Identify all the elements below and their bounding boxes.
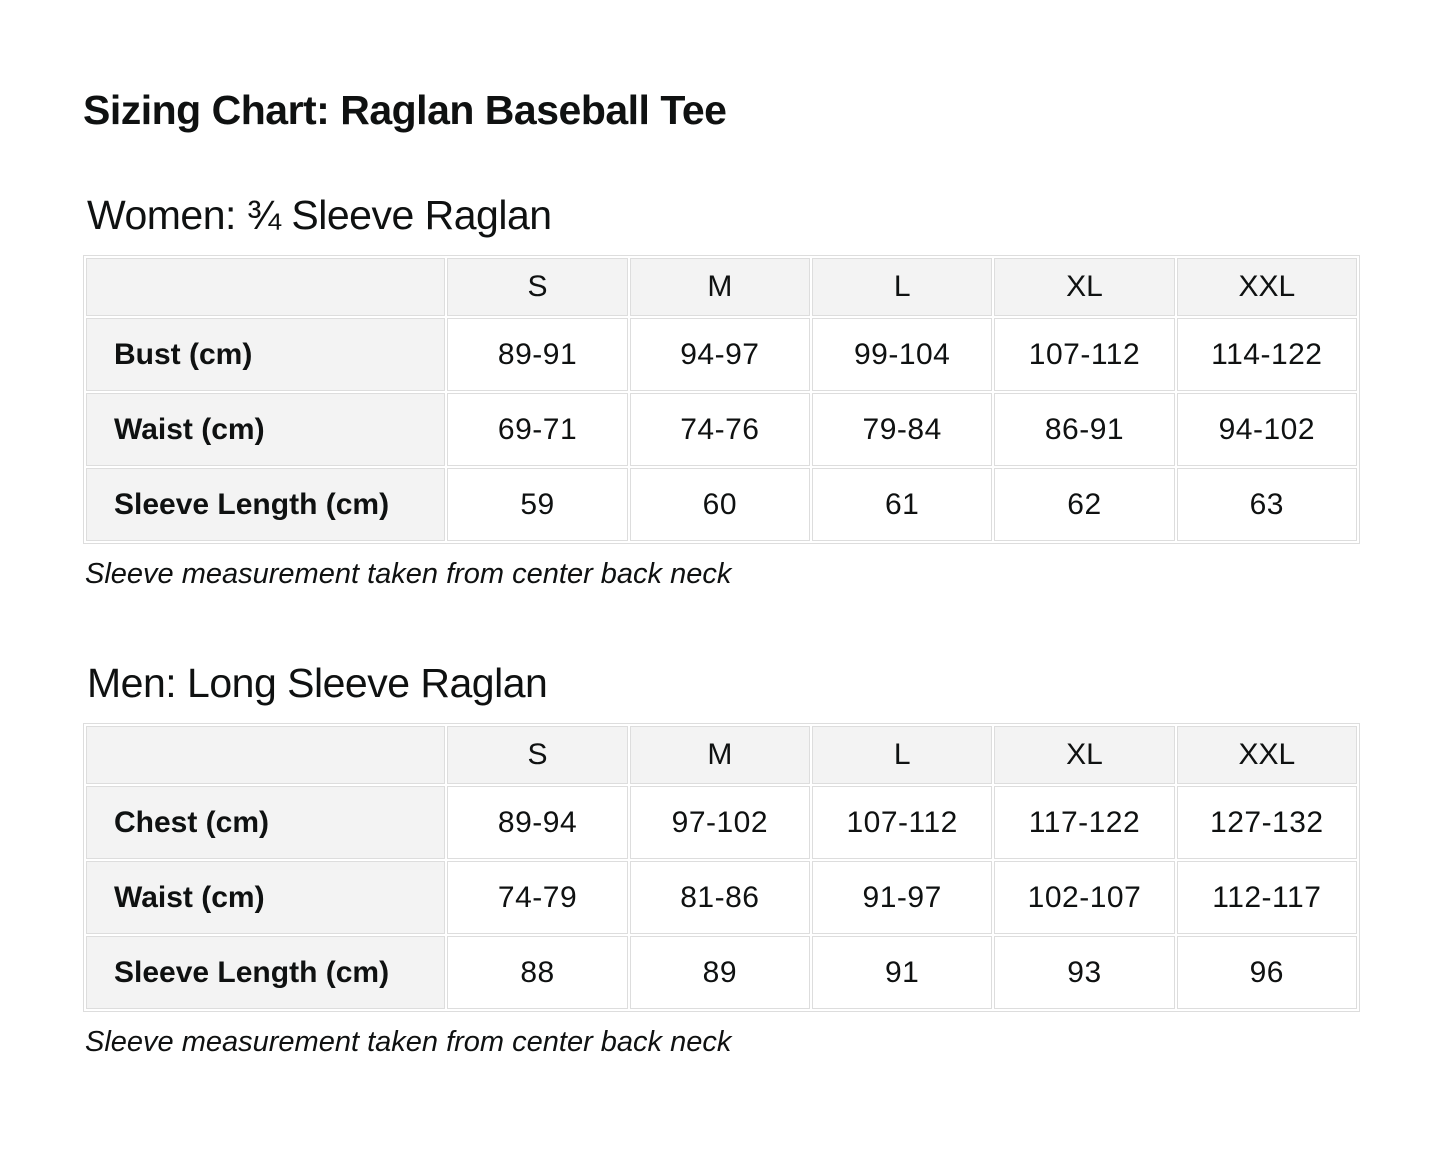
size-column-header: M bbox=[630, 726, 810, 784]
measurement-label: Bust (cm) bbox=[86, 318, 445, 391]
section-heading-men: Men: Long Sleeve Raglan bbox=[87, 660, 548, 707]
size-column-header: L bbox=[812, 726, 992, 784]
measurement-label: Chest (cm) bbox=[86, 786, 445, 859]
measurement-value: 97-102 bbox=[630, 786, 810, 859]
measurement-value: 81-86 bbox=[630, 861, 810, 934]
size-column-header: S bbox=[447, 258, 627, 316]
measurement-value: 62 bbox=[994, 468, 1174, 541]
size-header-row bbox=[86, 258, 1357, 316]
table-note-women: Sleeve measurement taken from center back neck bbox=[85, 558, 732, 591]
measurement-row bbox=[86, 468, 1357, 541]
measurement-value: 89-91 bbox=[447, 318, 627, 391]
measurement-value: 74-79 bbox=[447, 861, 627, 934]
measurement-value: 88 bbox=[447, 936, 627, 1009]
measurement-value: 74-76 bbox=[630, 393, 810, 466]
measurement-value: 94-97 bbox=[630, 318, 810, 391]
measurement-value: 107-112 bbox=[994, 318, 1174, 391]
measurement-label: Sleeve Length (cm) bbox=[86, 468, 445, 541]
size-column-header: XL bbox=[994, 726, 1174, 784]
measurement-value: 60 bbox=[630, 468, 810, 541]
measurement-row bbox=[86, 318, 1357, 391]
measurement-value: 99-104 bbox=[812, 318, 992, 391]
measurement-value: 89 bbox=[630, 936, 810, 1009]
measurement-row bbox=[86, 393, 1357, 466]
measurement-value: 91 bbox=[812, 936, 992, 1009]
measurement-value: 89-94 bbox=[447, 786, 627, 859]
measurement-value: 102-107 bbox=[994, 861, 1174, 934]
size-header-row bbox=[86, 726, 1357, 784]
table-note-men: Sleeve measurement taken from center back neck bbox=[85, 1026, 732, 1059]
corner-cell bbox=[86, 258, 445, 316]
measurement-value: 91-97 bbox=[812, 861, 992, 934]
page-title: Sizing Chart: Raglan Baseball Tee bbox=[83, 87, 727, 133]
measurement-label: Sleeve Length (cm) bbox=[86, 936, 445, 1009]
measurement-value: 114-122 bbox=[1177, 318, 1357, 391]
section-women bbox=[83, 192, 1360, 592]
measurement-row bbox=[86, 936, 1357, 1009]
size-column-header: M bbox=[630, 258, 810, 316]
measurement-label: Waist (cm) bbox=[86, 861, 445, 934]
measurement-row bbox=[86, 861, 1357, 934]
size-column-header: XXL bbox=[1177, 726, 1357, 784]
size-column-header: XXL bbox=[1177, 258, 1357, 316]
measurement-value: 96 bbox=[1177, 936, 1357, 1009]
measurement-value: 69-71 bbox=[447, 393, 627, 466]
corner-cell bbox=[86, 726, 445, 784]
sizing-table-women bbox=[83, 255, 1360, 544]
measurement-value: 79-84 bbox=[812, 393, 992, 466]
size-column-header: S bbox=[447, 726, 627, 784]
measurement-value: 107-112 bbox=[812, 786, 992, 859]
measurement-value: 93 bbox=[994, 936, 1174, 1009]
size-column-header: XL bbox=[994, 258, 1174, 316]
measurement-row bbox=[86, 786, 1357, 859]
size-column-header: L bbox=[812, 258, 992, 316]
measurement-value: 112-117 bbox=[1177, 861, 1357, 934]
measurement-value: 61 bbox=[812, 468, 992, 541]
measurement-value: 94-102 bbox=[1177, 393, 1357, 466]
section-heading-women: Women: ¾ Sleeve Raglan bbox=[87, 192, 552, 239]
sizing-table-men bbox=[83, 723, 1360, 1012]
measurement-value: 117-122 bbox=[994, 786, 1174, 859]
measurement-value: 59 bbox=[447, 468, 627, 541]
section-men bbox=[83, 660, 1360, 1060]
measurement-value: 86-91 bbox=[994, 393, 1174, 466]
measurement-label: Waist (cm) bbox=[86, 393, 445, 466]
measurement-value: 127-132 bbox=[1177, 786, 1357, 859]
measurement-value: 63 bbox=[1177, 468, 1357, 541]
